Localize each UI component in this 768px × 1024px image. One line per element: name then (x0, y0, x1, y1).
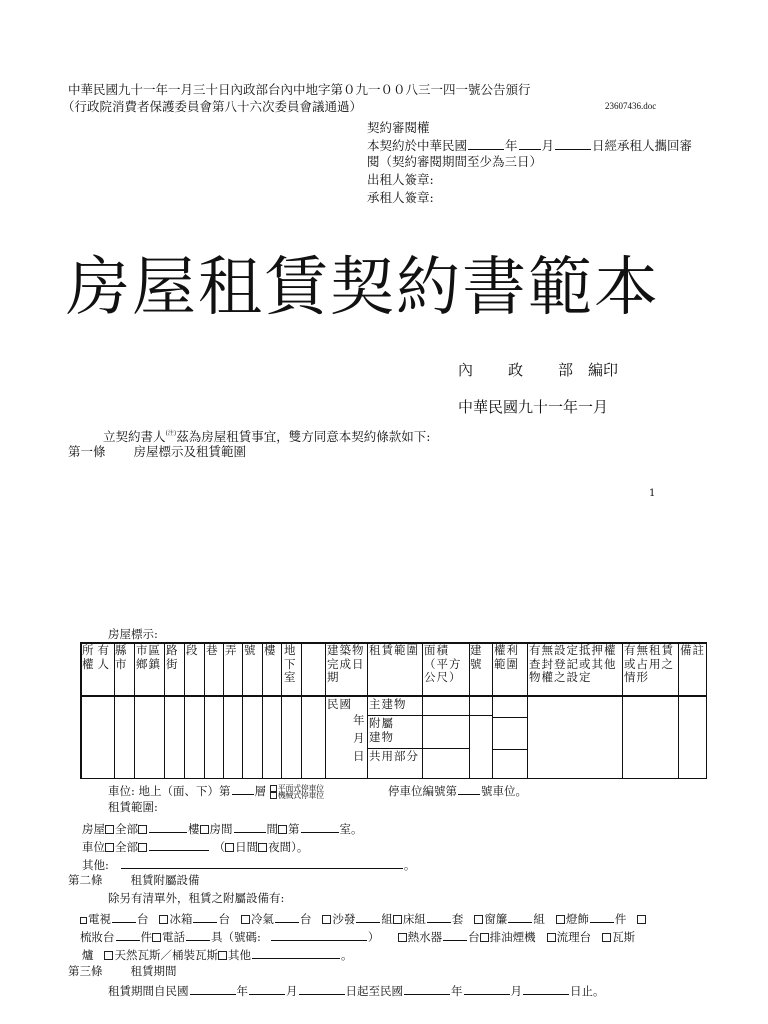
publisher-date: 中華民國九十一年一月 (458, 398, 609, 416)
lease-scope-heading: 租賃範圍: (108, 800, 158, 814)
period: 。 (403, 858, 416, 872)
parking-floor-label: 層 (254, 784, 267, 798)
header-alley: 弄 (225, 643, 238, 657)
parking-number-field[interactable] (458, 782, 480, 795)
parking-number-suffix: 號車位。 (481, 784, 527, 798)
end-month-label: 月 (510, 984, 522, 998)
aircon-unit: 台 (299, 912, 312, 926)
sofa-qty-field[interactable] (356, 910, 380, 923)
review-day-field[interactable] (555, 137, 591, 150)
lighting-unit: 件 (614, 912, 627, 926)
sofa-unit: 組 (381, 912, 393, 926)
end-year-field[interactable] (404, 982, 450, 995)
nighttime-label: 夜間 (268, 840, 292, 854)
aircon-qty-field[interactable] (275, 910, 299, 923)
checkbox-parking-all[interactable] (105, 843, 114, 852)
review-suffix: 日經承租人攜回審 (592, 138, 693, 153)
document-title: 房屋租賃契約書範本 (66, 251, 660, 325)
scope-common-area: 共用部分 (369, 749, 419, 763)
end-year-label: 年 (451, 984, 463, 998)
house-all-label: 全部 (115, 822, 138, 836)
curtain-qty-field[interactable] (508, 910, 532, 923)
bed-label: 床組 (402, 912, 426, 926)
checkbox-gas-type[interactable] (104, 951, 113, 960)
date-day: 日 (353, 749, 366, 763)
header-lane: 巷 (206, 643, 219, 657)
checkbox-sink[interactable] (547, 933, 556, 942)
checkbox-flat-parking[interactable] (270, 785, 277, 792)
gas-type-label: 天然瓦斯／桶裝瓦斯 (114, 948, 218, 962)
col-line (325, 642, 326, 779)
water-heater-unit: 台 (468, 930, 480, 944)
property-table (80, 642, 707, 779)
row-line (492, 749, 527, 750)
checkbox-house-room[interactable] (200, 825, 209, 834)
article2-intro: 除另有清單外，租賃之附屬設備有: (108, 891, 285, 905)
checkbox-water-heater[interactable] (398, 933, 407, 942)
review-heading: 契約審閱權 (367, 120, 430, 135)
tenant-signature[interactable]: 承租人簽章: (367, 190, 434, 205)
other-label: 其他: (82, 858, 109, 872)
col-line (301, 642, 302, 779)
header-lease-scope: 租賃範圍 (369, 643, 419, 657)
preamble-prefix: 立契約書人 (103, 429, 166, 444)
lease-from-suffix: 日起至民國 (345, 984, 403, 998)
checkbox-sofa[interactable] (322, 915, 331, 924)
preamble-text: 茲為房屋租賃事宜，雙方同意本契約條款如下: (176, 429, 431, 444)
lighting-label: 燈飾 (565, 912, 589, 926)
close-paren: ） (367, 930, 380, 944)
col-line (223, 642, 224, 779)
start-month-field[interactable] (249, 982, 285, 995)
lease-to-suffix: 日止。 (570, 984, 605, 998)
col-line (262, 642, 263, 779)
checkbox-fridge[interactable] (159, 915, 168, 924)
review-month-field[interactable] (519, 137, 541, 150)
gas-stove-label: 瓦斯 (612, 930, 636, 944)
review-prefix: 本契約於中華民國 (367, 138, 468, 153)
checkbox-bed[interactable] (393, 915, 402, 924)
sink-label: 流理台 (556, 930, 592, 944)
header-floor: 樓 (264, 643, 277, 657)
header-county: 縣市 (115, 643, 128, 671)
equipment-line1 (80, 910, 647, 927)
article1-number: 第一條 (68, 444, 106, 459)
col-line (422, 642, 423, 779)
curtain-label: 窗簾 (484, 912, 508, 926)
end-month-field[interactable] (464, 982, 510, 995)
other-equipment-label: 其他 (227, 948, 251, 962)
room-suffix: 室。 (339, 822, 363, 836)
stove-suffix: 爐 (82, 948, 94, 962)
end-day-field[interactable] (523, 982, 569, 995)
approval-line: （行政院消費者保護委員會第八十六次委員會議通過） (62, 99, 363, 114)
checkbox-curtain[interactable] (474, 915, 483, 924)
other-scope-field[interactable] (121, 856, 403, 869)
room-label: 房間 (209, 822, 233, 836)
scope-annex-building: 附屬建物 (369, 716, 394, 744)
checkbox-gas-stove[interactable] (602, 933, 611, 942)
equipment-line3 (82, 946, 352, 963)
header-ownership-scope: 權利範圍 (494, 643, 519, 671)
article3-number: 第三條 (68, 964, 103, 978)
col-line (164, 642, 165, 779)
publisher-char: 內 (458, 361, 474, 379)
checkbox-other-equipment[interactable] (218, 951, 227, 960)
dresser-qty-field[interactable] (116, 928, 140, 941)
house-label: 房屋 (82, 822, 105, 836)
table-border (80, 778, 707, 779)
sofa-label: 沙發 (332, 912, 356, 926)
parking-scope-field[interactable] (149, 838, 209, 851)
fridge-unit: 台 (218, 912, 230, 926)
page-number: 1 (649, 488, 656, 499)
bed-qty-field[interactable] (427, 910, 451, 923)
tv-unit: 台 (137, 912, 149, 926)
header-basement: 地下室 (284, 643, 297, 684)
col-line (281, 642, 282, 779)
review-line2: 閱（契約審閱期間至少為三日） (367, 154, 543, 169)
article3-heading (68, 964, 177, 979)
header-area: 面積（平方公尺） (424, 643, 462, 684)
lighting-qty-field[interactable] (590, 910, 614, 923)
date-month: 月 (353, 731, 366, 745)
filename: 23607436.doc (605, 101, 657, 111)
checkbox-nighttime[interactable] (258, 843, 267, 852)
other-scope-line (82, 856, 415, 873)
water-heater-qty-field[interactable] (443, 928, 467, 941)
article1-heading (68, 444, 246, 460)
checkbox-phone[interactable] (152, 933, 161, 942)
checkbox-parking-partial[interactable] (138, 843, 147, 852)
review-year-label: 年 (505, 138, 518, 153)
start-month-label: 月 (286, 984, 298, 998)
tv-label: 電視 (88, 912, 111, 926)
start-day-field[interactable] (299, 982, 345, 995)
article2-heading (68, 873, 200, 888)
header-remarks: 備註 (680, 643, 705, 657)
preamble (103, 426, 430, 445)
header-encumbrance: 有無設定抵押權查封登記或其他物權之設定 (529, 643, 617, 684)
lease-period-prefix: 租賃期間自民國 (108, 984, 189, 998)
promulgation-line: 中華民國九十一年一月三十日內政部台內中地字第０九一００八三一四一號公告頒行 (68, 82, 531, 97)
checkbox-house-floor[interactable] (138, 825, 147, 834)
mechanical-parking-label: 機械式停車位 (277, 791, 324, 800)
phone-qty-field[interactable] (186, 928, 210, 941)
scope-main-building: 主建物 (369, 697, 407, 711)
parking-number-line (388, 782, 527, 799)
col-line (527, 642, 528, 779)
water-heater-label: 熱水器 (407, 930, 443, 944)
daytime-label: 日間 (235, 840, 259, 854)
header-section: 段 (186, 643, 199, 657)
parking-number-prefix: 停車位編號第 (388, 784, 457, 798)
article2-title: 租賃附屬設備 (130, 873, 200, 887)
checkbox-lighting[interactable] (556, 915, 565, 924)
equipment-line2 (80, 928, 635, 945)
parking-line (108, 782, 324, 799)
bed-unit: 套 (451, 912, 464, 926)
period: 。 (340, 948, 353, 962)
col-line (706, 642, 707, 779)
col-line (204, 642, 205, 779)
header-number: 號 (244, 643, 257, 657)
row-line (492, 717, 527, 718)
checkbox-range-hood[interactable] (480, 933, 489, 942)
range-hood-label: 排油煙機 (489, 930, 536, 944)
fridge-label: 冰箱 (169, 912, 193, 926)
header-occupancy: 有無租賃或占用之情形 (624, 643, 674, 684)
paren-close: ）。 (291, 840, 309, 854)
nth-label: 第 (288, 822, 300, 836)
checkbox-aircon[interactable] (241, 915, 250, 924)
header-district: 市區鄉鎮 (136, 643, 161, 671)
house-scope-line (82, 820, 363, 837)
start-year-field[interactable] (190, 982, 236, 995)
col-line (184, 642, 185, 779)
publisher-char: 政 (508, 361, 524, 379)
checkbox-dresser[interactable] (637, 915, 646, 924)
room-count-field[interactable] (234, 820, 266, 833)
checkbox-daytime[interactable] (225, 843, 234, 852)
phone-label: 電話 (162, 930, 185, 944)
col-line (367, 642, 368, 779)
article1-title: 房屋標示及租賃範圍 (133, 444, 247, 459)
other-equipment-field[interactable] (252, 946, 340, 959)
tv-qty-field[interactable] (112, 910, 136, 923)
publisher-char: 編印 (588, 361, 619, 379)
parking-scope-label: 車位 (82, 840, 105, 854)
room-number-field[interactable] (301, 820, 339, 833)
note-marker: (注) (165, 430, 177, 437)
dresser-label: 梳妝台 (80, 930, 115, 944)
floor-label: 樓 (188, 822, 200, 836)
flat-parking-label: 平面式停車位 (277, 784, 324, 793)
col-line (242, 642, 243, 779)
property-table-label: 房屋標示: (108, 627, 158, 641)
review-month-label: 月 (541, 138, 555, 153)
parking-floor-field[interactable] (232, 782, 254, 795)
review-year-field[interactable] (468, 137, 504, 150)
parking-all-label: 全部 (115, 840, 138, 854)
paren-open: （ (213, 840, 226, 854)
article3-title: 租賃期間 (130, 964, 177, 978)
parking-scope-line (82, 838, 308, 855)
date-era: 民國 (327, 697, 352, 711)
header-building-no: 建號 (470, 643, 483, 671)
house-floor-field[interactable] (149, 820, 187, 833)
landlord-signature[interactable]: 出租人簽章: (367, 172, 434, 187)
rooms-unit: 間 (266, 822, 278, 836)
col-line (134, 642, 135, 779)
checkbox-mechanical-parking[interactable] (270, 792, 277, 799)
checkbox-tv[interactable] (80, 917, 87, 924)
header-road: 路街 (166, 643, 179, 671)
lease-period-line (108, 982, 605, 999)
checkbox-house-nth[interactable] (278, 825, 287, 834)
review-line1 (367, 137, 692, 154)
dresser-unit: 件 (140, 930, 152, 944)
header-owner: 所有權人 (82, 643, 113, 671)
phone-unit: 具（號碼: (211, 930, 261, 944)
start-year-label: 年 (236, 984, 248, 998)
aircon-label: 冷氣 (250, 912, 274, 926)
date-year: 年 (353, 713, 366, 727)
article2-number: 第二條 (68, 873, 103, 887)
parking-prefix: 車位: 地上（面、下）第 (108, 784, 231, 798)
phone-number-field[interactable] (271, 928, 367, 941)
publisher-char: 部 (558, 361, 574, 379)
fridge-qty-field[interactable] (193, 910, 217, 923)
curtain-unit: 組 (533, 912, 545, 926)
header-completion-date: 建築物完成日期 (327, 643, 365, 684)
checkbox-house-all[interactable] (105, 825, 114, 834)
col-line (492, 642, 493, 779)
